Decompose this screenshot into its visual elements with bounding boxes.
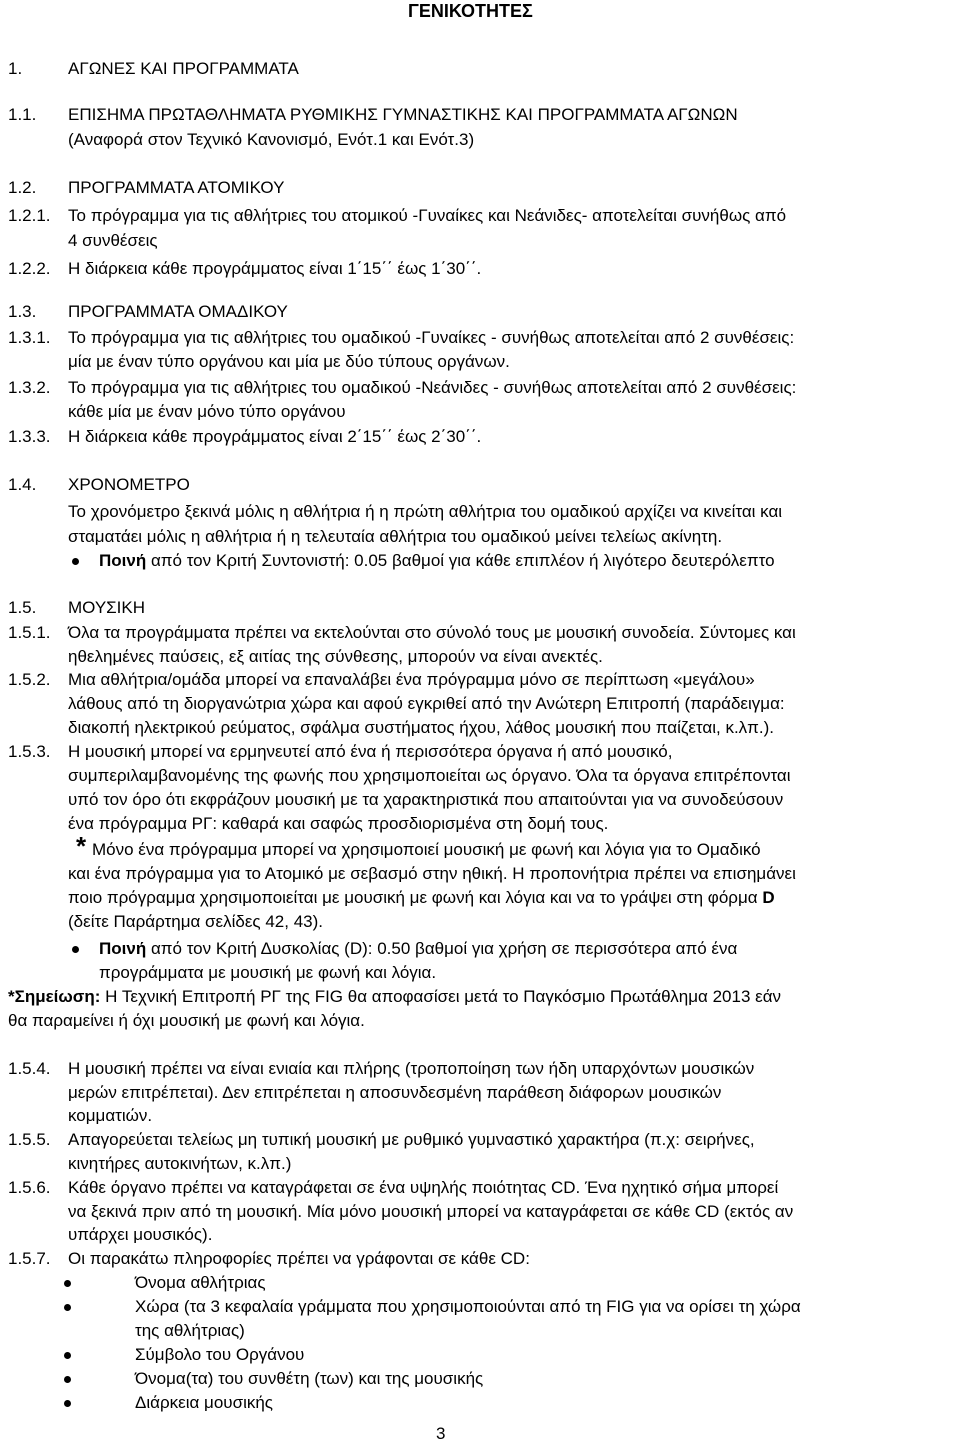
item-1-2-2-number: 1.2.2. — [8, 259, 51, 278]
cd-info-country-line-2: της αθλήτριας) — [135, 1321, 245, 1340]
section-1-5-number: 1.5. — [8, 598, 37, 617]
item-1-3-2-number: 1.3.2. — [8, 378, 51, 397]
bullet-icon — [64, 1400, 71, 1407]
item-1-5-4-line-1: Η μουσική πρέπει να είναι ενιαία και πλήρης (τροποποίηση των ήδη υπαρχόντων μουσικών — [68, 1059, 755, 1078]
item-1-5-2-line-1: Μια αθλήτρια/ομάδα μπορεί να επαναλάβει ένα πρόγραμμα μόνο σε περίπτωση «μεγάλου» — [68, 670, 755, 689]
item-1-3-1-line-1: Το πρόγραμμα για τις αθλήτριες του ομαδικού -Γυναίκες - συνήθως αποτελείται από 2 συνθέσεις: — [68, 328, 795, 347]
note-text: Η Τεχνική Επιτροπή ΡΓ της FIG θα αποφασίσει μετά το Παγκόσμιο Πρωτάθλημα 2013 εάν — [105, 987, 782, 1006]
section-1-4-title: ΧΡΟΝΟΜΕΤΡΟ — [68, 475, 190, 494]
item-1-5-5-line-1: Απαγορεύεται τελείως μη τυπική μουσική με ρυθμικό γυμναστικό χαρακτήρα (π.χ: σειρήνες, — [68, 1130, 755, 1149]
penalty-text: από τον Κριτή Συντονιστή: 0.05 βαθμοί για κάθε επιπλέον ή λιγότερο δευτερόλεπτο — [150, 551, 775, 570]
item-1-5-1-line-1: Όλα τα προγράμματα πρέπει να εκτελούνται στο σύνολό τους με μουσική συνοδεία. Σύντομες και — [68, 623, 796, 642]
voice-note-line-1: Μόνο ένα πρόγραμμα μπορεί να χρησιμοποιεί μουσική με φωνή και λόγια για το Ομαδικό — [92, 840, 761, 859]
section-1-2-title: ΠΡΟΓΡΑΜΜΑΤΑ ΑΤΟΜΙΚΟΥ — [68, 178, 285, 197]
item-1-5-3-line-4: ένα πρόγραμμα ΡΓ: καθαρά και σαφώς προσδιορισμένα στη δομή τους. — [68, 814, 609, 833]
item-1-3-2-line-1: Το πρόγραμμα για τις αθλήτριες του ομαδικού -Νεάνιδες - συνήθως αποτελείται από 2 συνθέσεις: — [68, 378, 797, 397]
item-1-5-1-line-2: ηθελημένες παύσεις, εξ αιτίας της σύνθεσης, μπορούν να είναι ανεκτές. — [68, 647, 603, 666]
item-1-5-5-number: 1.5.5. — [8, 1130, 51, 1149]
section-1-4-line-2: σταματάει μόλις η αθλήτρια ή η τελευταία αθλήτρια του ομαδικού μείνει τελείως ακίνητη. — [68, 527, 723, 546]
item-1-2-1-line-1: Το πρόγραμμα για τις αθλήτριες του ατομικού -Γυναίκες και Νεάνιδες- αποτελείται συνήθως από — [68, 206, 787, 225]
bullet-icon — [64, 1304, 71, 1311]
cd-info-athlete-name: Όνομα αθλήτριας — [135, 1273, 266, 1292]
cd-info-duration: Διάρκεια μουσικής — [135, 1393, 274, 1412]
item-1-5-4-line-3: κομματιών. — [68, 1106, 153, 1125]
item-1-5-3-number: 1.5.3. — [8, 742, 51, 761]
page-number: 3 — [436, 1424, 446, 1443]
item-1-5-5-line-2: κινητήρες αυτοκινήτων, κ.λπ.) — [68, 1154, 292, 1173]
item-1-3-3-line-1: Η διάρκεια κάθε προγράμματος είναι 2΄15΄΄ έως 2΄30΄΄. — [68, 427, 482, 446]
item-1-3-3-number: 1.3.3. — [8, 427, 51, 446]
bullet-icon — [64, 1376, 71, 1383]
item-1-5-6-number: 1.5.6. — [8, 1178, 51, 1197]
section-1-title: ΑΓΩΝΕΣ ΚΑΙ ΠΡΟΓΡΑΜΜΑΤΑ — [68, 59, 299, 78]
cd-info-composer: Όνομα(τα) του συνθέτη (των) και της μουσικής — [135, 1369, 484, 1388]
section-1-4-line-1: Το χρονόμετρο ξεκινά μόλις η αθλήτρια ή η πρώτη αθλήτρια του ομαδικού αρχίζει να κινείται και — [68, 502, 783, 521]
section-1-1-title: ΕΠΙΣΗΜΑ ΠΡΩΤΑΘΛΗΜΑΤΑ ΡΥΘΜΙΚΗΣ ΓΥΜΝΑΣΤΙΚΗΣ ΚΑΙ ΠΡΟΓΡΑΜΜΑΤΑ ΑΓΩΝΩΝ — [68, 105, 738, 124]
section-1-3-number: 1.3. — [8, 302, 37, 321]
voice-note-text: ποιο πρόγραμμα χρησιμοποιείται με μουσική με φωνή και λόγια και να το γράψει στη φόρμα — [68, 888, 758, 907]
bullet-icon — [64, 1352, 71, 1359]
item-1-5-6-line-3: υπάρχει μουσικός). — [68, 1225, 213, 1244]
item-1-5-3-line-1: Η μουσική μπορεί να ερμηνευτεί από ένα ή περισσότερα όργανα ή από μουσικό, — [68, 742, 673, 761]
item-1-5-3-line-2: συμπεριλαμβανομένης της φωνής που χρησιμοποιείται ως όργανο. Όλα τα όργανα επιτρέπονται — [68, 766, 791, 785]
penalty-label: Ποινή — [99, 939, 147, 958]
item-1-5-4-line-2: μερών επιτρέπεται). Δεν επιτρέπεται η αποσυνδεσμένη παράθεση διάφορων μουσικών — [68, 1083, 722, 1102]
section-1-4-number: 1.4. — [8, 475, 37, 494]
item-1-5-4-number: 1.5.4. — [8, 1059, 51, 1078]
item-1-5-2-line-2: λάθους από τη διοργανώτρια χώρα και αφού εγκριθεί από την Ανώτερη Επιτροπή (παράδειγμα: — [68, 694, 785, 713]
item-1-2-1-line-2: 4 συνθέσεις — [68, 231, 158, 250]
cd-info-apparatus-symbol: Σύμβολο του Οργάνου — [135, 1345, 305, 1364]
asterisk-mark: * — [76, 831, 87, 861]
item-1-3-1-line-2: μία με έναν τύπο οργάνου και μία με δύο τύπους οργάνων. — [68, 352, 510, 371]
voice-note-line-3 — [68, 888, 775, 908]
page-title: ΓΕΝΙΚΟΤΗΤΕΣ — [408, 1, 533, 21]
item-1-5-6-line-1: Κάθε όργανο πρέπει να καταγράφεται σε ένα υψηλής ποιότητας CD. Ένα ηχητικό σήμα μπορεί — [68, 1178, 779, 1197]
item-1-3-1-number: 1.3.1. — [8, 328, 51, 347]
item-1-5-3-line-3: υπό τον όρο ότι εκφράζουν μουσική με τα χαρακτηριστικά που απαιτούνται για να συνοδεύσουν — [68, 790, 784, 809]
bullet-icon — [64, 1280, 71, 1287]
section-1-number: 1. — [8, 59, 23, 78]
item-1-5-7-line-1: Οι παρακάτω πληροφορίες πρέπει να γράφονται σε κάθε CD: — [68, 1249, 530, 1268]
item-1-5-2-line-3: διακοπή ηλεκτρικού ρεύματος, σφάλμα συστήματος ήχου, λάθος μουσική που παίζεται, κ.λπ.). — [68, 718, 775, 737]
bullet-icon — [72, 558, 79, 565]
cd-info-country-line-1: Χώρα (τα 3 κεφαλαία γράμματα που χρησιμοποιούνται από τη FIG για να ορίσει τη χώρα — [135, 1297, 801, 1316]
section-1-1-reference: (Αναφορά στον Τεχνικό Κανονισμό, Ενότ.1 και Ενότ.3) — [68, 130, 475, 149]
note-line-1 — [8, 987, 781, 1007]
item-1-3-2-line-2: κάθε μία με έναν μόνο τύπο οργάνου — [68, 402, 346, 421]
form-d-label: D — [762, 888, 775, 907]
item-1-5-6-line-2: να ξεκινά πριν από τη μουσική. Μία μόνο μουσική μπορεί να καταγράφεται σε κάθε CD (εκτός αν — [68, 1202, 794, 1221]
penalty-difficulty — [99, 939, 737, 959]
item-1-5-7-number: 1.5.7. — [8, 1249, 51, 1268]
note-line-2: θα παραμείνει ή όχι μουσική με φωνή και λόγια. — [8, 1011, 365, 1030]
penalty-difficulty-line-2: προγράμματα με μουσική με φωνή και λόγια. — [99, 963, 437, 982]
section-1-2-number: 1.2. — [8, 178, 37, 197]
item-1-2-2-line-1: Η διάρκεια κάθε προγράμματος είναι 1΄15΄΄ έως 1΄30΄΄. — [68, 259, 482, 278]
section-1-5-title: ΜΟΥΣΙΚΗ — [68, 598, 146, 617]
section-1-1-number: 1.1. — [8, 105, 37, 124]
note-label: *Σημείωση: — [8, 987, 101, 1006]
item-1-5-1-number: 1.5.1. — [8, 623, 51, 642]
item-1-2-1-number: 1.2.1. — [8, 206, 51, 225]
bullet-icon — [72, 946, 79, 953]
voice-note-line-2: και ένα πρόγραμμα για το Ατομικό με σεβασμό στην ηθική. Η προπονήτρια πρέπει να επισημάνει — [68, 864, 796, 883]
penalty-text: από τον Κριτή Δυσκολίας (D): 0.50 βαθμοί για χρήση σε περισσότερα από ένα — [150, 939, 738, 958]
item-1-5-2-number: 1.5.2. — [8, 670, 51, 689]
penalty-label: Ποινή — [99, 551, 147, 570]
penalty-timer — [99, 551, 775, 571]
voice-note-line-4: (δείτε Παράρτημα σελίδες 42, 43). — [68, 912, 323, 931]
section-1-3-title: ΠΡΟΓΡΑΜΜΑΤΑ ΟΜΑΔΙΚΟΥ — [68, 302, 288, 321]
